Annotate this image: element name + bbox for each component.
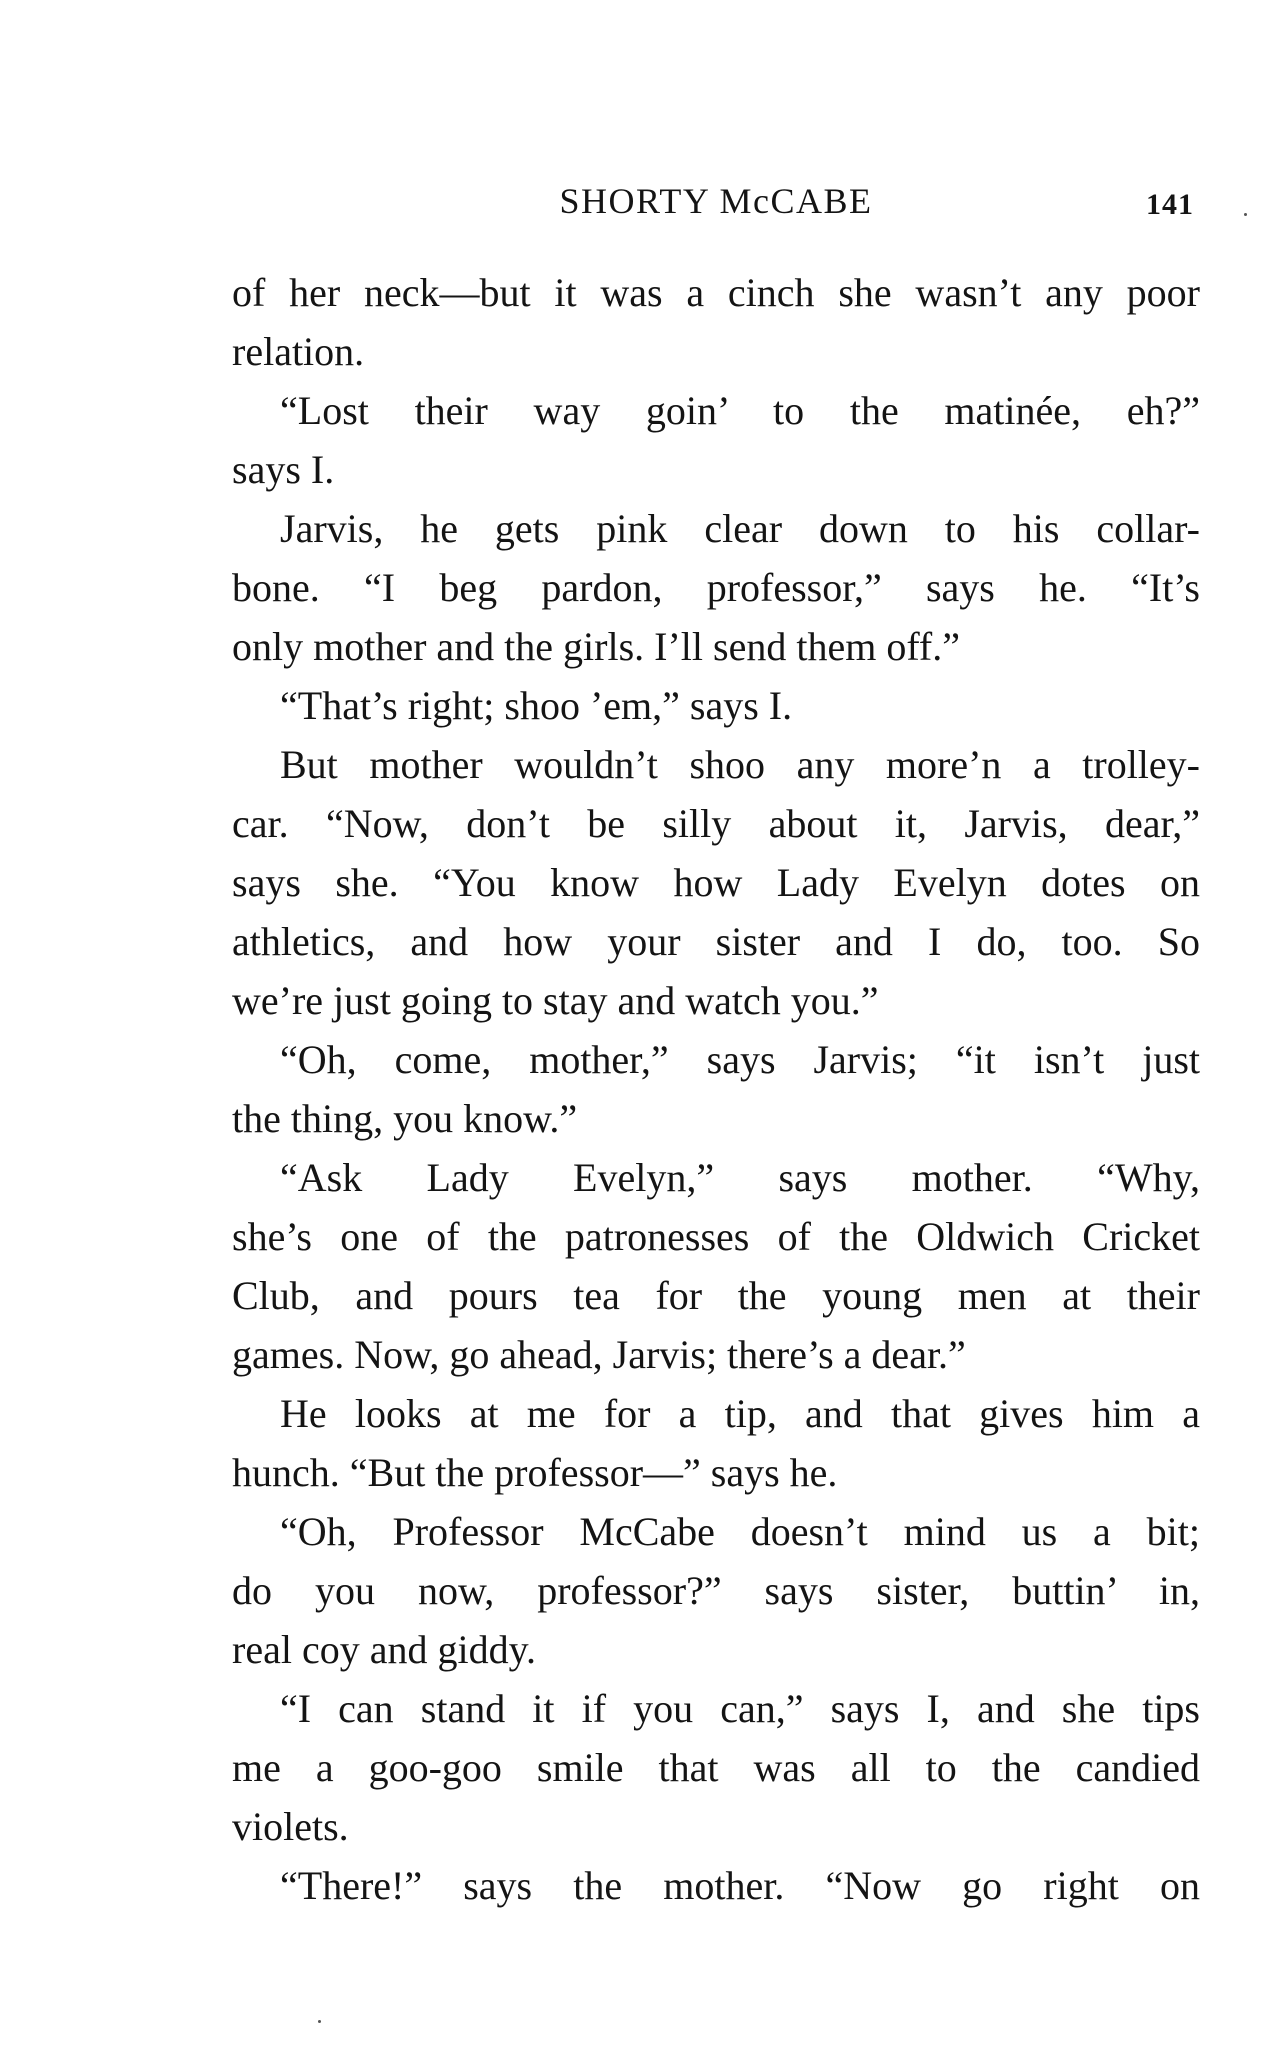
text-line: of her neck—but it was a cinch she wasn’t any poor xyxy=(232,270,1200,315)
page-number: 141 xyxy=(1146,188,1194,221)
text-line: do you now, professor?” says sister, buttin’ in, xyxy=(232,1568,1200,1613)
text-line: relation. xyxy=(232,329,365,374)
text-line: the thing, you know.” xyxy=(232,1096,578,1141)
running-head xyxy=(232,176,1200,226)
paper-speck xyxy=(318,2020,321,2023)
paper-speck xyxy=(1244,213,1247,216)
text-line: “Ask Lady Evelyn,” says mother. “Why, xyxy=(280,1155,1200,1200)
text-line: car. “Now, don’t be silly about it, Jarvis, dear,” xyxy=(232,801,1200,846)
text-line: bone. “I beg pardon, professor,” says he. “It’s xyxy=(232,565,1200,610)
text-line: me a goo-goo smile that was all to the candied xyxy=(232,1745,1200,1790)
text-line: hunch. “But the professor—” says he. xyxy=(232,1450,838,1495)
text-line: But mother wouldn’t shoo any more’n a trolley- xyxy=(280,742,1200,787)
text-line: “There!” says the mother. “Now go right on xyxy=(280,1863,1200,1908)
text-line: Club, and pours tea for the young men at their xyxy=(232,1273,1200,1318)
text-line: says I. xyxy=(232,447,335,492)
text-line: says she. “You know how Lady Evelyn dotes on xyxy=(232,860,1200,905)
body-text xyxy=(232,263,1200,1915)
text-line: “Oh, Professor McCabe doesn’t mind us a bit; xyxy=(280,1509,1200,1554)
text-line: we’re just going to stay and watch you.” xyxy=(232,978,879,1023)
text-line: “Lost their way goin’ to the matinée, eh?” xyxy=(280,388,1200,433)
text-line: she’s one of the patronesses of the Oldwich Cricket xyxy=(232,1214,1200,1259)
running-title: SHORTY McCABE xyxy=(559,181,873,221)
text-line: He looks at me for a tip, and that gives him a xyxy=(280,1391,1200,1436)
text-line: “Oh, come, mother,” says Jarvis; “it isn’t just xyxy=(280,1037,1200,1082)
text-line: real coy and giddy. xyxy=(232,1627,536,1672)
text-line: “I can stand it if you can,” says I, and she tips xyxy=(280,1686,1200,1731)
text-line: only mother and the girls. I’ll send them off.” xyxy=(232,624,960,669)
text-line: violets. xyxy=(232,1804,349,1849)
text-line: Jarvis, he gets pink clear down to his collar- xyxy=(280,506,1200,551)
text-line: games. Now, go ahead, Jarvis; there’s a dear.” xyxy=(232,1332,966,1377)
text-line: athletics, and how your sister and I do, too. So xyxy=(232,919,1200,964)
text-line: “That’s right; shoo ’em,” says I. xyxy=(280,683,793,728)
